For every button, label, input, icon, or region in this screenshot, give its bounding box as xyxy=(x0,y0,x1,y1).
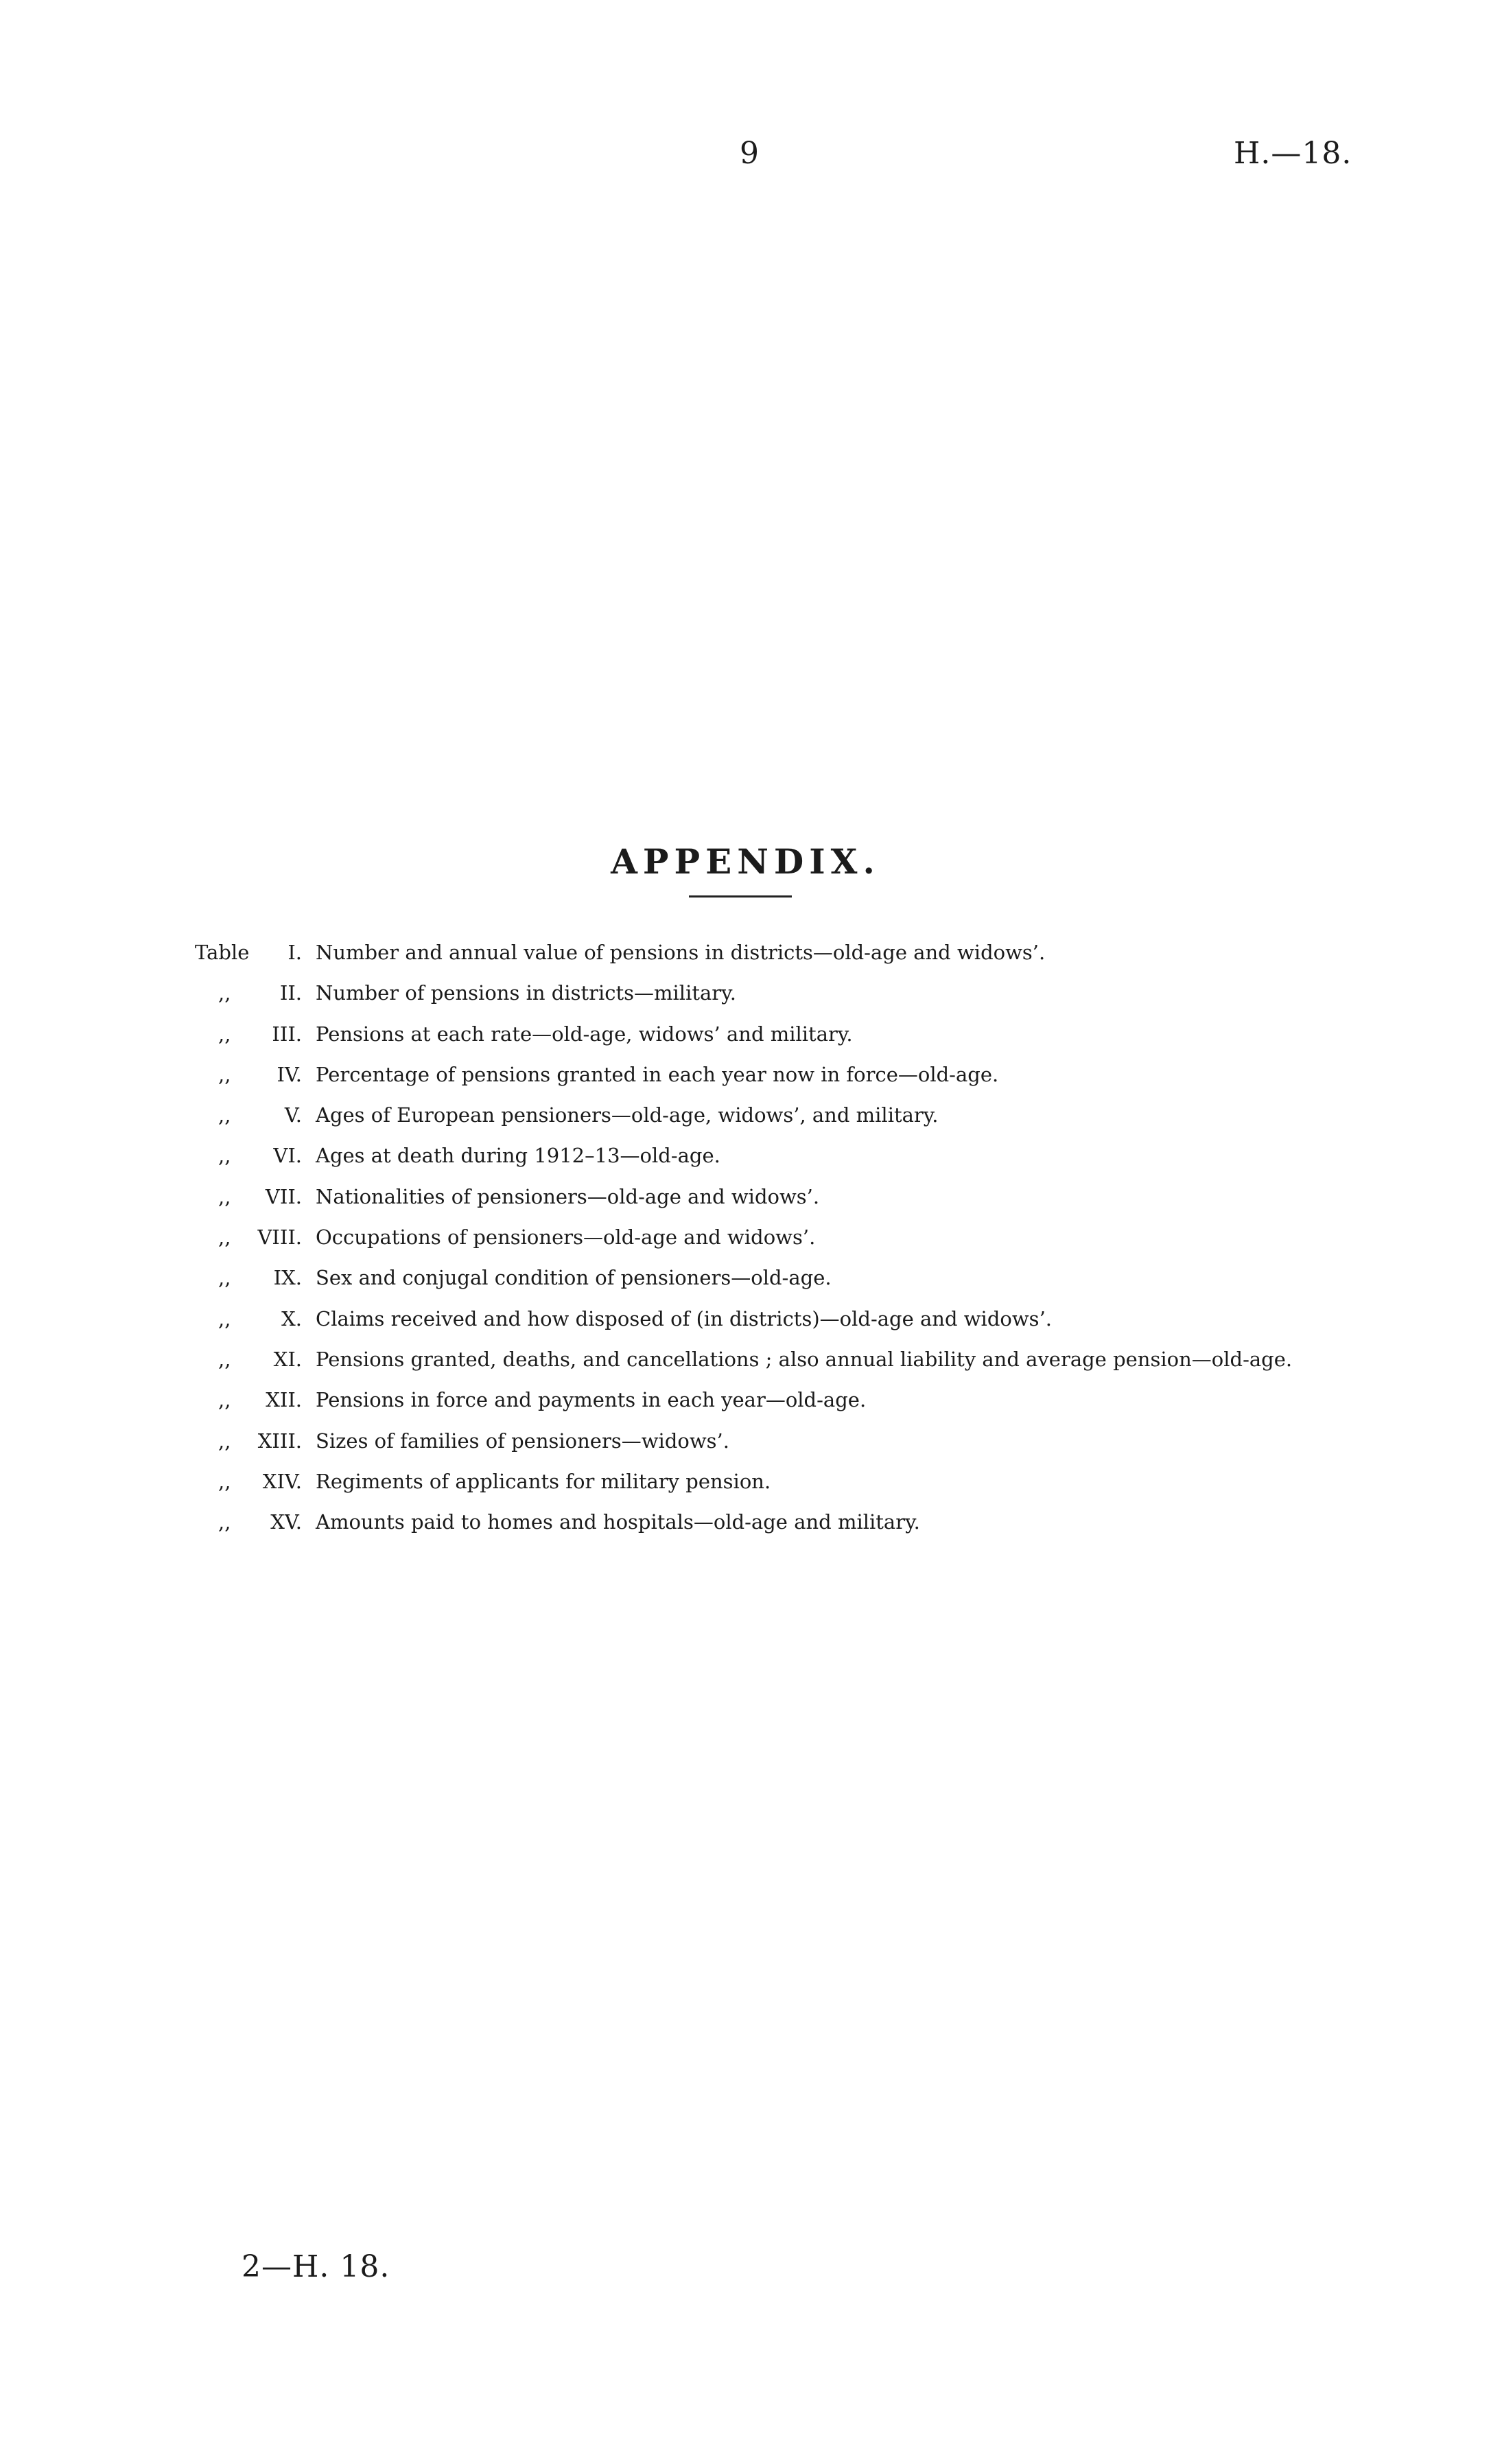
table-description: Sizes of families of pensioners—widows’. xyxy=(316,1429,729,1453)
footer-code: 2—H. 18. xyxy=(242,2249,390,2284)
table-numeral: I. xyxy=(287,941,302,964)
table-list-item xyxy=(0,1142,1491,1182)
ditto-mark: ,, xyxy=(218,1510,231,1534)
table-description: Claims received and how disposed of (in districts)—old-age and widows’. xyxy=(316,1306,1052,1330)
ditto-mark: ,, xyxy=(218,1022,231,1046)
table-description: Ages at death during 1912–13—old-age. xyxy=(316,1144,720,1168)
ditto-mark: ,, xyxy=(218,1306,231,1330)
ditto-mark: ,, xyxy=(218,1469,231,1493)
table-description: Regiments of applicants for military pension. xyxy=(316,1469,771,1493)
table-list-item xyxy=(0,1101,1491,1142)
ditto-mark: ,, xyxy=(218,1429,231,1453)
ditto-mark: ,, xyxy=(218,1103,231,1127)
table-list-item xyxy=(0,979,1491,1020)
ditto-mark: ,, xyxy=(218,981,231,1005)
table-numeral: II. xyxy=(279,981,302,1005)
table-numeral: X. xyxy=(281,1306,302,1330)
table-description: Pensions granted, deaths, and cancellations ; also annual liability and average pension—old-age. xyxy=(316,1347,1293,1371)
table-description: Sex and conjugal condition of pensioners—old-age. xyxy=(316,1266,832,1290)
table-list-item xyxy=(0,1508,1491,1549)
table-numeral: VI. xyxy=(273,1144,302,1168)
title-rule xyxy=(689,895,792,897)
table-numeral: V. xyxy=(284,1103,302,1127)
page-number: 9 xyxy=(740,136,759,171)
table-numeral: XIII. xyxy=(257,1429,302,1453)
table-numeral: XII. xyxy=(266,1388,302,1412)
table-list-item xyxy=(0,1386,1491,1427)
ditto-mark: ,, xyxy=(218,1062,231,1086)
ditto-mark: ,, xyxy=(218,1225,231,1249)
table-description: Number of pensions in districts—military. xyxy=(316,981,736,1005)
table-list-item xyxy=(0,1183,1491,1223)
table-list-item xyxy=(0,939,1491,979)
table-prefix: Table xyxy=(195,941,250,964)
table-numeral: IV. xyxy=(277,1062,302,1086)
table-numeral: XI. xyxy=(273,1347,302,1371)
table-list-item xyxy=(0,1061,1491,1101)
table-description: Number and annual value of pensions in districts—old-age and widows’. xyxy=(316,941,1046,964)
table-description: Pensions at each rate—old-age, widows’ and military. xyxy=(316,1022,853,1046)
table-list-item xyxy=(0,1264,1491,1304)
table-description: Ages of European pensioners—old-age, widows’, and military. xyxy=(316,1103,939,1127)
table-numeral: VIII. xyxy=(257,1225,302,1249)
table-description: Percentage of pensions granted in each year now in force—old-age. xyxy=(316,1062,999,1086)
ditto-mark: ,, xyxy=(218,1144,231,1168)
table-list-item xyxy=(0,1468,1491,1508)
table-list-item xyxy=(0,1346,1491,1386)
table-numeral: III. xyxy=(272,1022,302,1046)
table-description: Occupations of pensioners—old-age and widows’. xyxy=(316,1225,816,1249)
ditto-mark: ,, xyxy=(218,1347,231,1371)
ditto-mark: ,, xyxy=(218,1184,231,1208)
ditto-mark: ,, xyxy=(218,1266,231,1290)
table-description: Pensions in force and payments in each year—old-age. xyxy=(316,1388,867,1412)
table-numeral: XIV. xyxy=(262,1469,302,1493)
table-numeral: IX. xyxy=(273,1266,302,1290)
ditto-mark: ,, xyxy=(218,1388,231,1412)
table-numeral: VII. xyxy=(265,1184,302,1208)
document-code: H.—18. xyxy=(1234,136,1352,171)
appendix-title: APPENDIX. xyxy=(611,841,880,882)
table-list-item xyxy=(0,1305,1491,1346)
table-list-item xyxy=(0,1020,1491,1061)
table-list xyxy=(0,939,1491,1549)
table-description: Amounts paid to homes and hospitals—old-age and military. xyxy=(316,1510,920,1534)
table-list-item xyxy=(0,1427,1491,1468)
table-list-item xyxy=(0,1223,1491,1264)
table-numeral: XV. xyxy=(270,1510,302,1534)
table-description: Nationalities of pensioners—old-age and widows’. xyxy=(316,1184,820,1208)
